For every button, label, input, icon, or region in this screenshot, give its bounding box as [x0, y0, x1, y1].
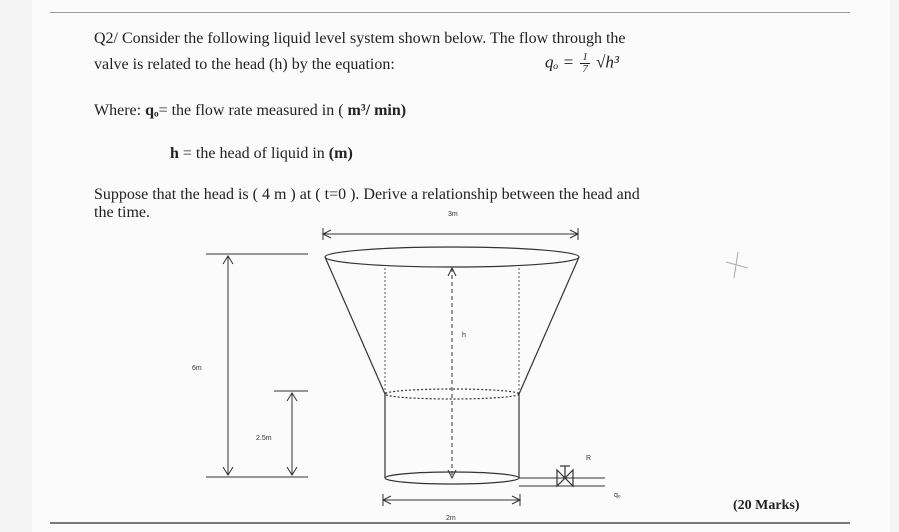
equation-lhs: qₒ =	[545, 52, 575, 72]
lower-height-label: 2.5m	[256, 435, 272, 442]
valve-icon	[557, 466, 573, 486]
lower-height-dimension	[274, 391, 308, 475]
where-h-unit: (m)	[328, 145, 353, 162]
liquid-height-indicator	[448, 268, 456, 478]
suppose-line-1: Suppose that the head is ( 4 m ) at ( t=0 ). Derive a relationship between the head and	[94, 186, 640, 203]
where-q-text: = the flow rate measured in (	[158, 102, 344, 119]
where-h-symbol: h	[170, 145, 179, 162]
question-line-1: Q2/ Consider the following liquid level system shown below. The flow through the	[94, 30, 626, 47]
top-width-dimension	[323, 228, 578, 240]
outlet-pipe	[519, 478, 605, 486]
top-width-label: 3m	[448, 211, 458, 218]
where-label: Where:	[94, 102, 142, 119]
question-line-2: valve is related to the head (h) by the equation:	[94, 56, 395, 73]
fraction-denominator: 7	[582, 63, 588, 75]
total-height-label: 6m	[192, 365, 202, 372]
suppose-line-2: the time.	[94, 204, 150, 221]
marks-label: (20 Marks)	[733, 498, 800, 513]
handwritten-mark	[726, 252, 748, 278]
where-q-symbol: qₒ	[145, 102, 159, 119]
where-q-unit: m³/ min)	[347, 102, 407, 119]
bottom-width-dimension	[383, 494, 520, 506]
resistance-label: R	[586, 455, 592, 462]
bottom-width-label: 2m	[446, 515, 456, 522]
fraction-numerator: 1	[582, 51, 588, 63]
where-h-text: = the head of liquid in	[182, 145, 325, 162]
outflow-label: qₒ	[614, 492, 621, 499]
total-height-dimension	[206, 254, 308, 477]
head-label: h	[462, 332, 466, 339]
equation-rhs: √h³	[596, 52, 620, 72]
